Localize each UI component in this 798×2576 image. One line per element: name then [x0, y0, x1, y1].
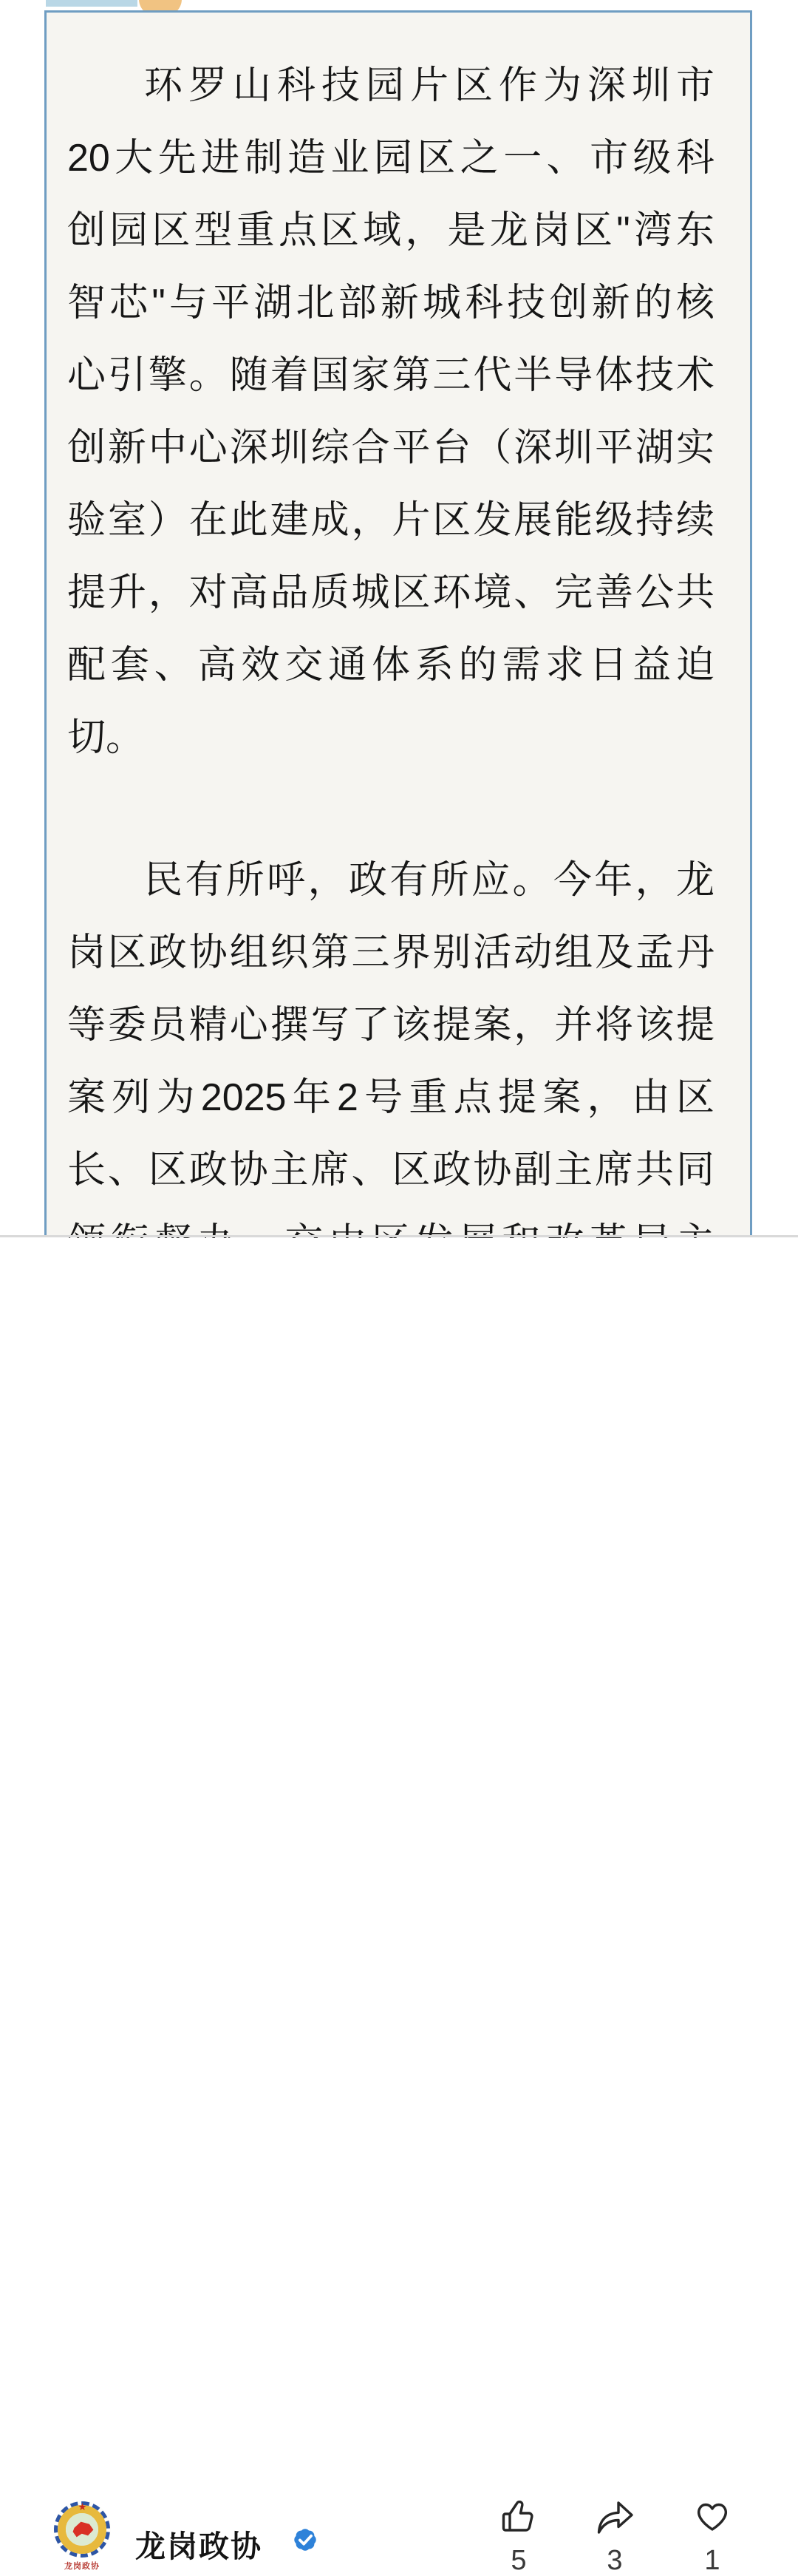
article-line: 岗区政协组织第三界别活动组及孟丹	[67, 931, 715, 974]
top-decor-strip	[46, 0, 137, 7]
like-count: 5	[511, 2545, 527, 2576]
article-text	[67, 50, 715, 1279]
article-line: 心引擎。随着国家第三代半导体技术	[67, 354, 715, 397]
article-paragraph	[67, 50, 715, 774]
article-line: 20大先进制造业园区之一、市级科	[67, 137, 715, 180]
article-line: 创新中心深圳综合平台（深圳平湖实	[67, 426, 715, 469]
share-arrow-icon	[594, 2495, 635, 2536]
article-line: 环罗山科技园片区作为深圳市	[144, 64, 715, 107]
article-paragraph	[67, 844, 715, 1279]
favorite-count: 1	[704, 2545, 720, 2576]
verified-badge-icon	[291, 2526, 319, 2554]
heart-icon	[692, 2495, 733, 2536]
cppcc-emblem-icon	[53, 2501, 111, 2558]
article-line: 案列为2025年2号重点提案，由区	[67, 1076, 715, 1119]
article-line: 切。	[67, 716, 145, 759]
thumbs-up-icon	[498, 2495, 539, 2536]
frame-separator	[0, 1235, 798, 1237]
share-count: 3	[607, 2545, 623, 2576]
article-line: 验室）在此建成，片区发展能级持续	[67, 499, 715, 542]
share-button[interactable]	[591, 2495, 638, 2575]
footer-bar	[0, 1238, 798, 2576]
article-line: 创园区型重点区域，是龙岗区"湾东	[67, 209, 715, 252]
favorite-button[interactable]	[689, 2495, 736, 2575]
article-line: 民有所呼，政有所应。今年，龙	[144, 859, 715, 902]
article-line: 长、区政协主席、区政协副主席共同	[67, 1149, 715, 1192]
account-avatar[interactable]	[53, 2501, 112, 2572]
article-line: 配套、高效交通体系的需求日益迫	[67, 644, 715, 687]
article-card	[44, 10, 752, 1236]
article-line: 等委员精心撰写了该提案，并将该提	[67, 1004, 715, 1047]
like-button[interactable]	[495, 2495, 542, 2575]
avatar-caption: 龙岗政协	[64, 2562, 100, 2571]
article-line: 智芯"与平湖北部新城科技创新的核	[67, 282, 715, 324]
article-line: 提升，对高品质城区环境、完善公共	[67, 571, 715, 614]
account-name[interactable]: 龙岗政协	[135, 2529, 262, 2563]
